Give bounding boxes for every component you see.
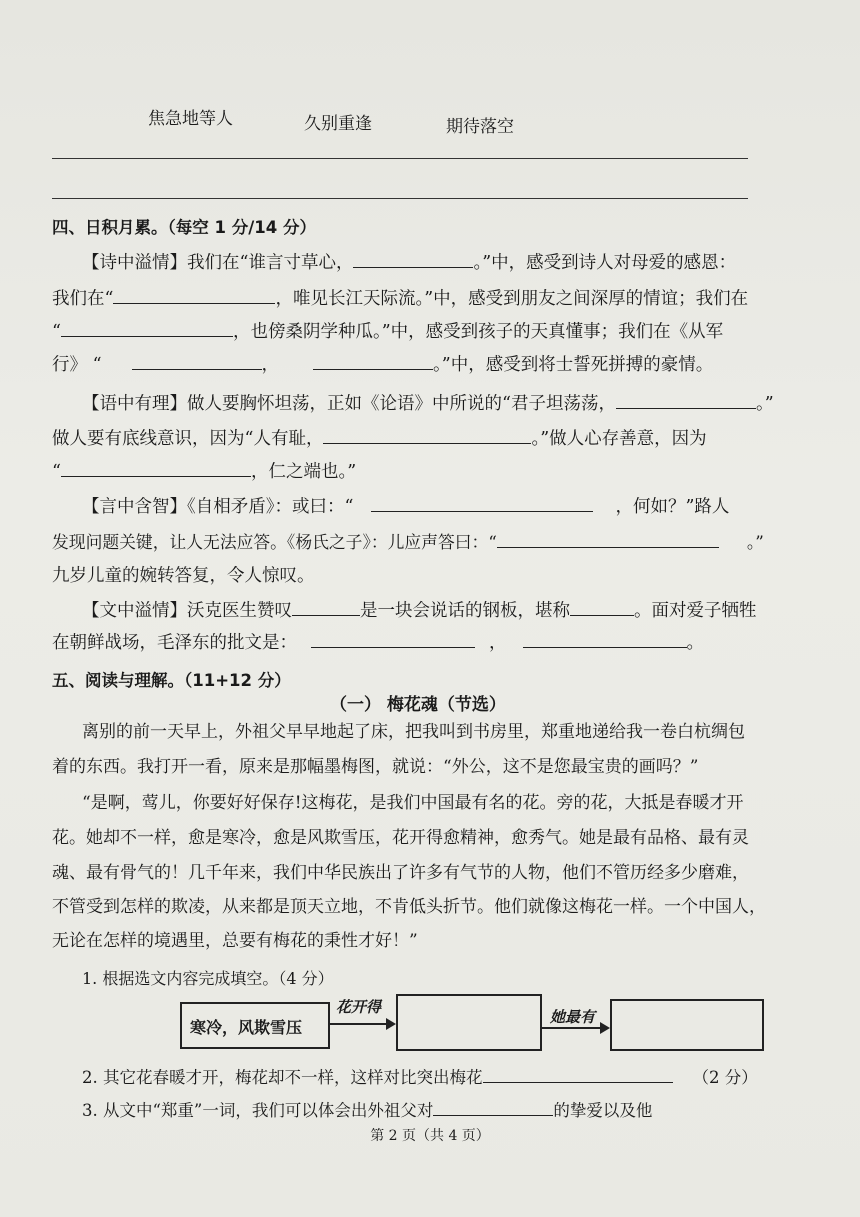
reason-line-3: “ ，仁之端也。” — [52, 458, 356, 483]
para-line: 不管受到怎样的欺凌，从来都是顶天立地，不肯低头折节。他们就像这梅花一样。一个中国人， — [52, 897, 766, 917]
blank[interactable] — [523, 630, 687, 649]
blank[interactable] — [313, 352, 433, 371]
blank[interactable] — [497, 530, 719, 548]
para-line: 无论在怎样的境遇里，总要有梅花的秉性才好！” — [52, 931, 418, 951]
blank[interactable] — [483, 1066, 673, 1084]
arrow-2-label: 她最有 — [550, 1008, 596, 1026]
section4-heading: 四、日积月累。（每空 1 分/14 分） — [52, 218, 316, 237]
blank[interactable] — [113, 286, 275, 305]
answer-line-2[interactable] — [52, 198, 748, 199]
para-line: 花。她却不一样，愈是寒冷，愈是风欺雪压，花开得愈精神，愈秀气。她是最有品格、最有灵 — [52, 828, 749, 848]
poem-line-4: 行》 “ ， 。”中，感受到将士誓死拼搏的豪情。 — [52, 351, 713, 376]
blank[interactable] — [292, 598, 360, 617]
blank[interactable] — [323, 426, 531, 445]
para-line: “是啊，莺儿，你要好好保存!这梅花，是我们中国最有名的花。旁的花，大抵是春暖才开 — [82, 793, 744, 813]
section5-heading: 五、阅读与理解。（11+12 分） — [52, 671, 291, 690]
arrow-2 — [542, 1027, 600, 1029]
wisdom-line-1: 【言中含智】《自相矛盾》：或曰：“ ，何如？”路人 — [82, 493, 729, 518]
wisdom-line-2: 发现问题关键，让人无法应答。《杨氏之子》：儿应声答曰：“ 。” — [52, 532, 764, 552]
diagram-box-3[interactable] — [610, 999, 764, 1051]
arrow-1 — [330, 1023, 386, 1025]
question-1: 1. 根据选文内容完成填空。（4 分） — [82, 969, 334, 988]
diagram-box-2[interactable] — [396, 994, 542, 1051]
phrase-2: 久别重逢 — [304, 114, 372, 134]
diagram-box-1-label: 寒冷，风欺雪压 — [190, 1018, 303, 1037]
reason-line-1: 【语中有理】做人要胸怀坦荡，正如《论语》中所说的“君子坦荡荡， 。” — [82, 390, 774, 415]
question-2: 2. 其它花春暖才开，梅花却不一样，这样对比突出梅花 （2 分） — [82, 1064, 758, 1088]
text-line-2: 在朝鲜战场，毛泽东的批文是： ， 。 — [52, 629, 704, 654]
text-line-1: 【文中溢情】沃克医生赞叹 是一块会说话的钢板，堪称 。面对爱子牺牲 — [82, 597, 757, 622]
phrase-3: 期待落空 — [446, 117, 514, 137]
para-line: 魂、最有骨气的！几千年来，我们中华民族出了许多有气节的人物，他们不管历经多少磨难， — [52, 863, 749, 883]
para-line: 离别的前一天早上，外祖父早早地起了床，把我叫到书房里，郑重地递给我一卷白杭绸包 — [82, 722, 745, 742]
blank[interactable] — [61, 319, 233, 338]
page-footer: 第 2 页（共 4 页） — [370, 1128, 490, 1144]
blank[interactable] — [371, 494, 593, 513]
poem-line-2: 我们在“ ，唯见长江天际流。”中，感受到朋友之间深厚的情谊；我们在 — [52, 285, 748, 310]
arrow-1-label: 花开得 — [336, 998, 382, 1016]
para-line: 着的东西。我打开一看，原来是那幅墨梅图，就说：“外公，这不是您最宝贵的画吗？” — [52, 757, 699, 777]
reason-line-2: 做人要有底线意识，因为“人有耻， 。”做人心存善意，因为 — [52, 425, 707, 450]
poem-line-1: 【诗中溢情】我们在“谁言寸草心， 。”中，感受到诗人对母爱的感恩： — [82, 249, 736, 274]
passage-title: （一） 梅花魂（节选） — [330, 695, 506, 715]
arrow-2-head — [600, 1022, 610, 1034]
blank[interactable] — [616, 391, 756, 410]
wisdom-line-3: 九岁儿童的婉转答复，令人惊叹。 — [52, 566, 315, 586]
arrow-1-head — [386, 1018, 396, 1030]
blank[interactable] — [353, 250, 473, 269]
blank[interactable] — [132, 352, 262, 371]
answer-line-1[interactable] — [52, 158, 748, 159]
diagram-box-1 — [180, 1002, 330, 1049]
blank[interactable] — [61, 459, 251, 478]
poem-line-3: “ ，也傍桑阴学种瓜。”中，感受到孩子的天真懂事；我们在《从军 — [52, 318, 723, 343]
blank[interactable] — [570, 598, 634, 617]
question-3: 3. 从文中“郑重”一词，我们可以体会出外祖父对 的挚爱以及他 — [82, 1097, 652, 1121]
blank[interactable] — [311, 630, 475, 649]
phrase-1: 焦急地等人 — [148, 109, 233, 129]
blank[interactable] — [433, 1099, 553, 1117]
